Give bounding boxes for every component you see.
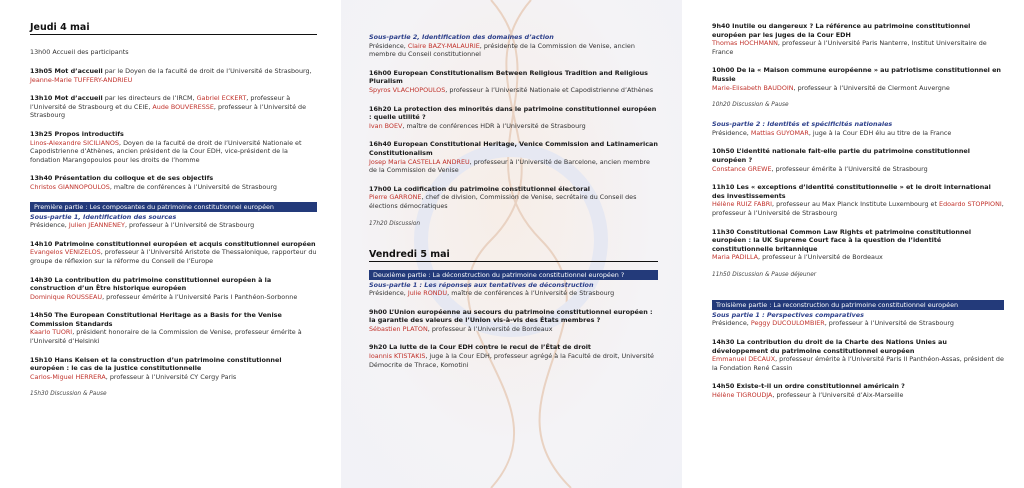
session-title: 11h10 Les « exceptions d’identité constitutionnelle » et le droit international des investissements xyxy=(712,183,991,200)
session-title: 9h40 Inutile ou dangereux ? La référence au patrimoine constitutionnel européen par les juges de la Cour EDH xyxy=(712,22,971,39)
speaker-affiliation: , professeur à l’Université d’Aix-Marseille xyxy=(772,391,904,400)
session-0900 xyxy=(369,308,658,334)
subpart-title: Sous-partie 2 : Identités et spécificités nationales xyxy=(712,120,893,129)
speaker-affiliation: , professeur émérite à l’Université de Strasbourg xyxy=(771,164,928,173)
speaker-name: Dominique ROUSSEAU xyxy=(30,292,103,301)
speaker-name: Sébastien PLATON xyxy=(369,324,428,333)
speaker-affiliation: , professeur à l’Université de Strasbourg xyxy=(30,102,307,120)
session-title: 14h30 La contribution du droit de la Charte des Nations Unies au développement du patrimoine constitutionnel européen xyxy=(712,338,947,355)
session-title: 9h20 La lutte de la Cour EDH contre le recul de l’État de droit xyxy=(369,343,591,352)
chair-affiliation: , présidente de la Commission de Venise, ancien membre du Conseil constitutionnel xyxy=(369,41,635,59)
session-title: 9h00 L’Union européenne au secours du patrimoine constitutionnel européen : la garantie des valeurs de l’Union vis-à-vis des États membres ? xyxy=(369,307,653,325)
chair-affiliation: , maître de conférences à l’Université de Strasbourg xyxy=(447,289,615,298)
speaker-affiliation: , professeur à l’Université Nationale et Capodistrienne d’Athènes xyxy=(445,85,654,94)
chair-affiliation: , juge à la Cour EDH élu au titre de la France xyxy=(808,128,952,137)
session-1110 xyxy=(712,183,1004,217)
chair-affiliation: , professeur à l’Université de Strasbourg xyxy=(124,221,255,230)
day-heading-thursday: Jeudi 4 mai xyxy=(30,22,317,35)
speaker-affiliation: , chef de division, Commission de Venise, secrétaire du Conseil des élections démocratiques xyxy=(369,193,637,210)
speaker-name: Maria PADILLA xyxy=(712,253,759,262)
chair-label: Présidence, xyxy=(369,41,408,50)
chair-name: Julie RONDU xyxy=(407,289,448,298)
chair-line xyxy=(712,319,1004,328)
speaker-name: Hélène RUIZ FABRI xyxy=(712,200,773,209)
break-entry: 17h20 Discussion xyxy=(369,220,421,227)
session-title: 14h50 The European Constitutional Heritage as a Basis for the Venise Commission Standards xyxy=(30,311,282,328)
program-column-1 xyxy=(0,0,341,488)
speaker-affiliation: , professeur à l’Université de Clermont Auvergne xyxy=(793,83,950,92)
session-title: 16h20 La protection des minorités dans le patrimoine constitutionnel européen : quelle utilité ? xyxy=(369,104,657,122)
session-1640 xyxy=(369,140,658,174)
session-1700 xyxy=(369,185,658,211)
speaker-name: Aude BOUVERESSE xyxy=(152,102,214,111)
chair-name: Mattias GUYOMAR xyxy=(750,128,809,137)
speaker-name: Jeanne-Marie TUFFERY-ANDRIEU xyxy=(30,75,133,84)
speaker-affiliation: , professeur à l’Université de Barcelone, ancien membre de la Commission de Venise xyxy=(369,157,650,175)
subpart-title: Sous-partie 1 : Les réponses aux tentatives de déconstruction xyxy=(369,280,594,289)
speaker-name: Hélène TIGROUDJA xyxy=(712,391,773,400)
session-0920 xyxy=(369,343,658,369)
session-1340 xyxy=(30,174,317,191)
speaker-name: Spyros VLACHOPOULOS xyxy=(369,85,446,94)
session-desc: par les directeurs de l’IRCM, xyxy=(102,94,197,103)
session-title: 14h30 La contribution du patrimoine constitutionnel européen à la construction d’un Être historique européen xyxy=(30,275,272,293)
session-1410 xyxy=(30,240,317,266)
speaker-affiliation: , président honoraire de la Commission de Venise, professeur émérite à l’Université d’Helsinki xyxy=(30,328,302,346)
speaker-affiliation: , professeur au Max Planck Institute Luxembourg et xyxy=(772,200,940,209)
session-title: 11h30 Constitutional Common Law Rights et patrimoine constitutionnel européen : la UK Supreme Court face à la question de l’identité constitutionnelle britannique xyxy=(712,227,972,253)
chair-line xyxy=(712,129,1004,138)
session-title: 15h10 Hans Kelsen et la construction d’un patrimoine constitutionnel européen : le cas de la justice constitutionnelle xyxy=(30,355,282,373)
speaker-affiliation: , professeur à l’Université de Strasbourg et du CEIE, xyxy=(30,94,291,111)
speaker-affiliation: , juge à la Cour EDH, professeur agrégé à la Faculté de droit, Université Démocrite de Thrace, Komotini xyxy=(369,352,654,369)
speaker-name: Thomas HOCHMANN xyxy=(712,39,778,48)
program-column-2 xyxy=(341,0,682,488)
break-entry: 10h20 Discussion & Pause xyxy=(712,102,789,109)
session-1430 xyxy=(30,276,317,302)
subpart-title: Sous-partie 2, Identification des domaines d’action xyxy=(369,33,554,41)
session-title: 14h10 Patrimoine constitutionnel européen et acquis constitutionnel européen xyxy=(30,239,316,248)
session-title: 17h00 La codification du patrimoine constitutionnel électoral xyxy=(369,184,590,193)
session-1430b xyxy=(712,338,1004,372)
speaker-affiliation: , professeur émérite à l’Université Paris I Panthéon-Sorbonne xyxy=(102,292,298,301)
session-1310 xyxy=(30,94,317,120)
chair-line xyxy=(30,221,317,230)
session-title: 16h40 European Constitutional Heritage, Venice Commission and Latinamerican Constitutionalism xyxy=(369,140,658,157)
chair-label: Présidence, xyxy=(30,221,69,230)
speaker-affiliation: , maître de conférences à l’Université de Strasbourg xyxy=(109,182,277,191)
part-three-banner: Troisième partie : La reconstruction du patrimoine constitutionnel européen xyxy=(712,300,1004,310)
session-1325 xyxy=(30,130,317,164)
session-1450 xyxy=(30,311,317,345)
session-1130 xyxy=(712,228,1004,262)
session-title: 10h00 De la « Maison commune européenne » au patriotisme constitutionnel en Russie xyxy=(712,66,1001,83)
subpart-title: Sous partie 1 : Perspectives comparatives xyxy=(712,310,864,319)
speaker-name: Edoardo STOPPIONI xyxy=(939,200,1002,209)
session-title: 16h00 European Constitutionalism Between Religious Tradition and Religious Pluralism xyxy=(369,68,648,86)
session-0940 xyxy=(712,22,1004,56)
speaker-name: Emmanuel DECAUX xyxy=(712,355,776,364)
day-heading-friday: Vendredi 5 mai xyxy=(369,249,658,262)
session-title: 14h50 Existe-t-il un ordre constitutionnel américain ? xyxy=(712,382,905,391)
speaker-affiliation: , professeur émérite à l’Université Paris II Panthéon-Assas, président de la Fondation René Cassin xyxy=(712,355,1004,372)
part-two-banner: Deuxième partie : La déconstruction du patrimoine constitutionnel européen ? xyxy=(369,270,658,280)
chair-label: Présidence, xyxy=(712,128,751,137)
speaker-name: Pierre GARRONE xyxy=(369,193,422,202)
chair-name: Julien JEANNENEY xyxy=(68,221,125,230)
speaker-name: Ioannis KTISTAKIS xyxy=(369,352,426,361)
chair-label: Présidence, xyxy=(369,289,408,298)
session-1600 xyxy=(369,69,658,95)
chair-name: Claire BAZY-MALAURIE xyxy=(407,41,480,50)
speaker-affiliation: , maître de conférences HDR à l’Université de Strasbourg xyxy=(402,121,586,130)
speaker-name: Josep Maria CASTELLA ANDREU xyxy=(369,157,470,166)
speaker-affiliation: , professeur à l’Université Paris Nanterre, Institut Universitaire de France xyxy=(712,39,987,56)
speaker-name: Linos-Alexandre SICILIANOS xyxy=(30,138,119,147)
session-1510 xyxy=(30,356,317,382)
chair-affiliation: , professeur à l’Université de Strasbourg xyxy=(824,319,954,328)
speaker-name: Evangelos VENIZELOS xyxy=(30,248,101,257)
chair-line xyxy=(369,42,658,59)
session-title: 10h50 L’identité nationale fait-elle partie du patrimoine constitutionnel européen ? xyxy=(712,147,970,164)
program-column-3 xyxy=(682,0,1024,488)
speaker-name: Gabriel ECKERT xyxy=(196,94,247,103)
speaker-name: Ivan BOEV xyxy=(369,121,403,130)
subpart-title: Sous-partie 1, Identification des sources xyxy=(30,212,177,221)
session-1305 xyxy=(30,67,317,84)
session-title: 13h05 Mot d’accueil xyxy=(30,67,103,75)
session-1050 xyxy=(712,147,1004,173)
speaker-name: Carlos-Miguel HERRERA xyxy=(30,372,106,381)
session-1620 xyxy=(369,105,658,131)
break-entry: 15h30 Discussion & Pause xyxy=(30,391,107,398)
speaker-name: Kaarlo TUORI xyxy=(30,328,73,337)
part-one-banner: Première partie : Les composantes du patrimoine constitutionnel européen xyxy=(30,202,317,212)
session-1450b xyxy=(712,382,1004,399)
speaker-affiliation: , professeur à l’Université de Strasbourg xyxy=(712,200,1004,217)
session-1000 xyxy=(712,66,1004,92)
speaker-affiliation: , professeur à l’Université de Bordeaux xyxy=(758,253,883,262)
speaker-affiliation: , professeur à l’Université de Bordeaux xyxy=(427,324,553,333)
session-desc: par le Doyen de la faculté de droit de l’Université de Strasbourg, xyxy=(102,67,312,75)
chair-name: Peggy DUCOULOMBIER xyxy=(750,319,825,328)
welcome-entry: 13h00 Accueil des participants xyxy=(30,48,129,56)
speaker-name: Christos GIANNOPOULOS xyxy=(30,182,110,191)
speaker-affiliation: , professeur à l’Université Aristote de Thessalonique, rapporteur du groupe de réflexion sur la réforme du Conseil de l’Europe xyxy=(30,248,317,265)
session-title: 13h25 Propos introductifs xyxy=(30,129,124,138)
speaker-affiliation: , Doyen de la faculté de droit de l’Université Nationale et Capodistrienne d’Athènes, ancien président de la Cour EDH, vice-président de la fondation Marangopoulos pour les droits de l’homme xyxy=(30,138,302,164)
speaker-name: Marie-Elisabeth BAUDOIN xyxy=(712,83,794,92)
session-title: 13h40 Présentation du colloque et de ses objectifs xyxy=(30,174,214,183)
speaker-name: Constance GREWE xyxy=(712,164,772,173)
session-title: 13h10 Mot d’accueil xyxy=(30,94,103,103)
chair-line xyxy=(369,289,658,298)
break-entry: 11h50 Discussion & Pause déjeuner xyxy=(712,271,817,278)
speaker-affiliation: , professeur à l’Université CY Cergy Paris xyxy=(105,372,237,381)
chair-label: Présidence, xyxy=(712,319,751,328)
